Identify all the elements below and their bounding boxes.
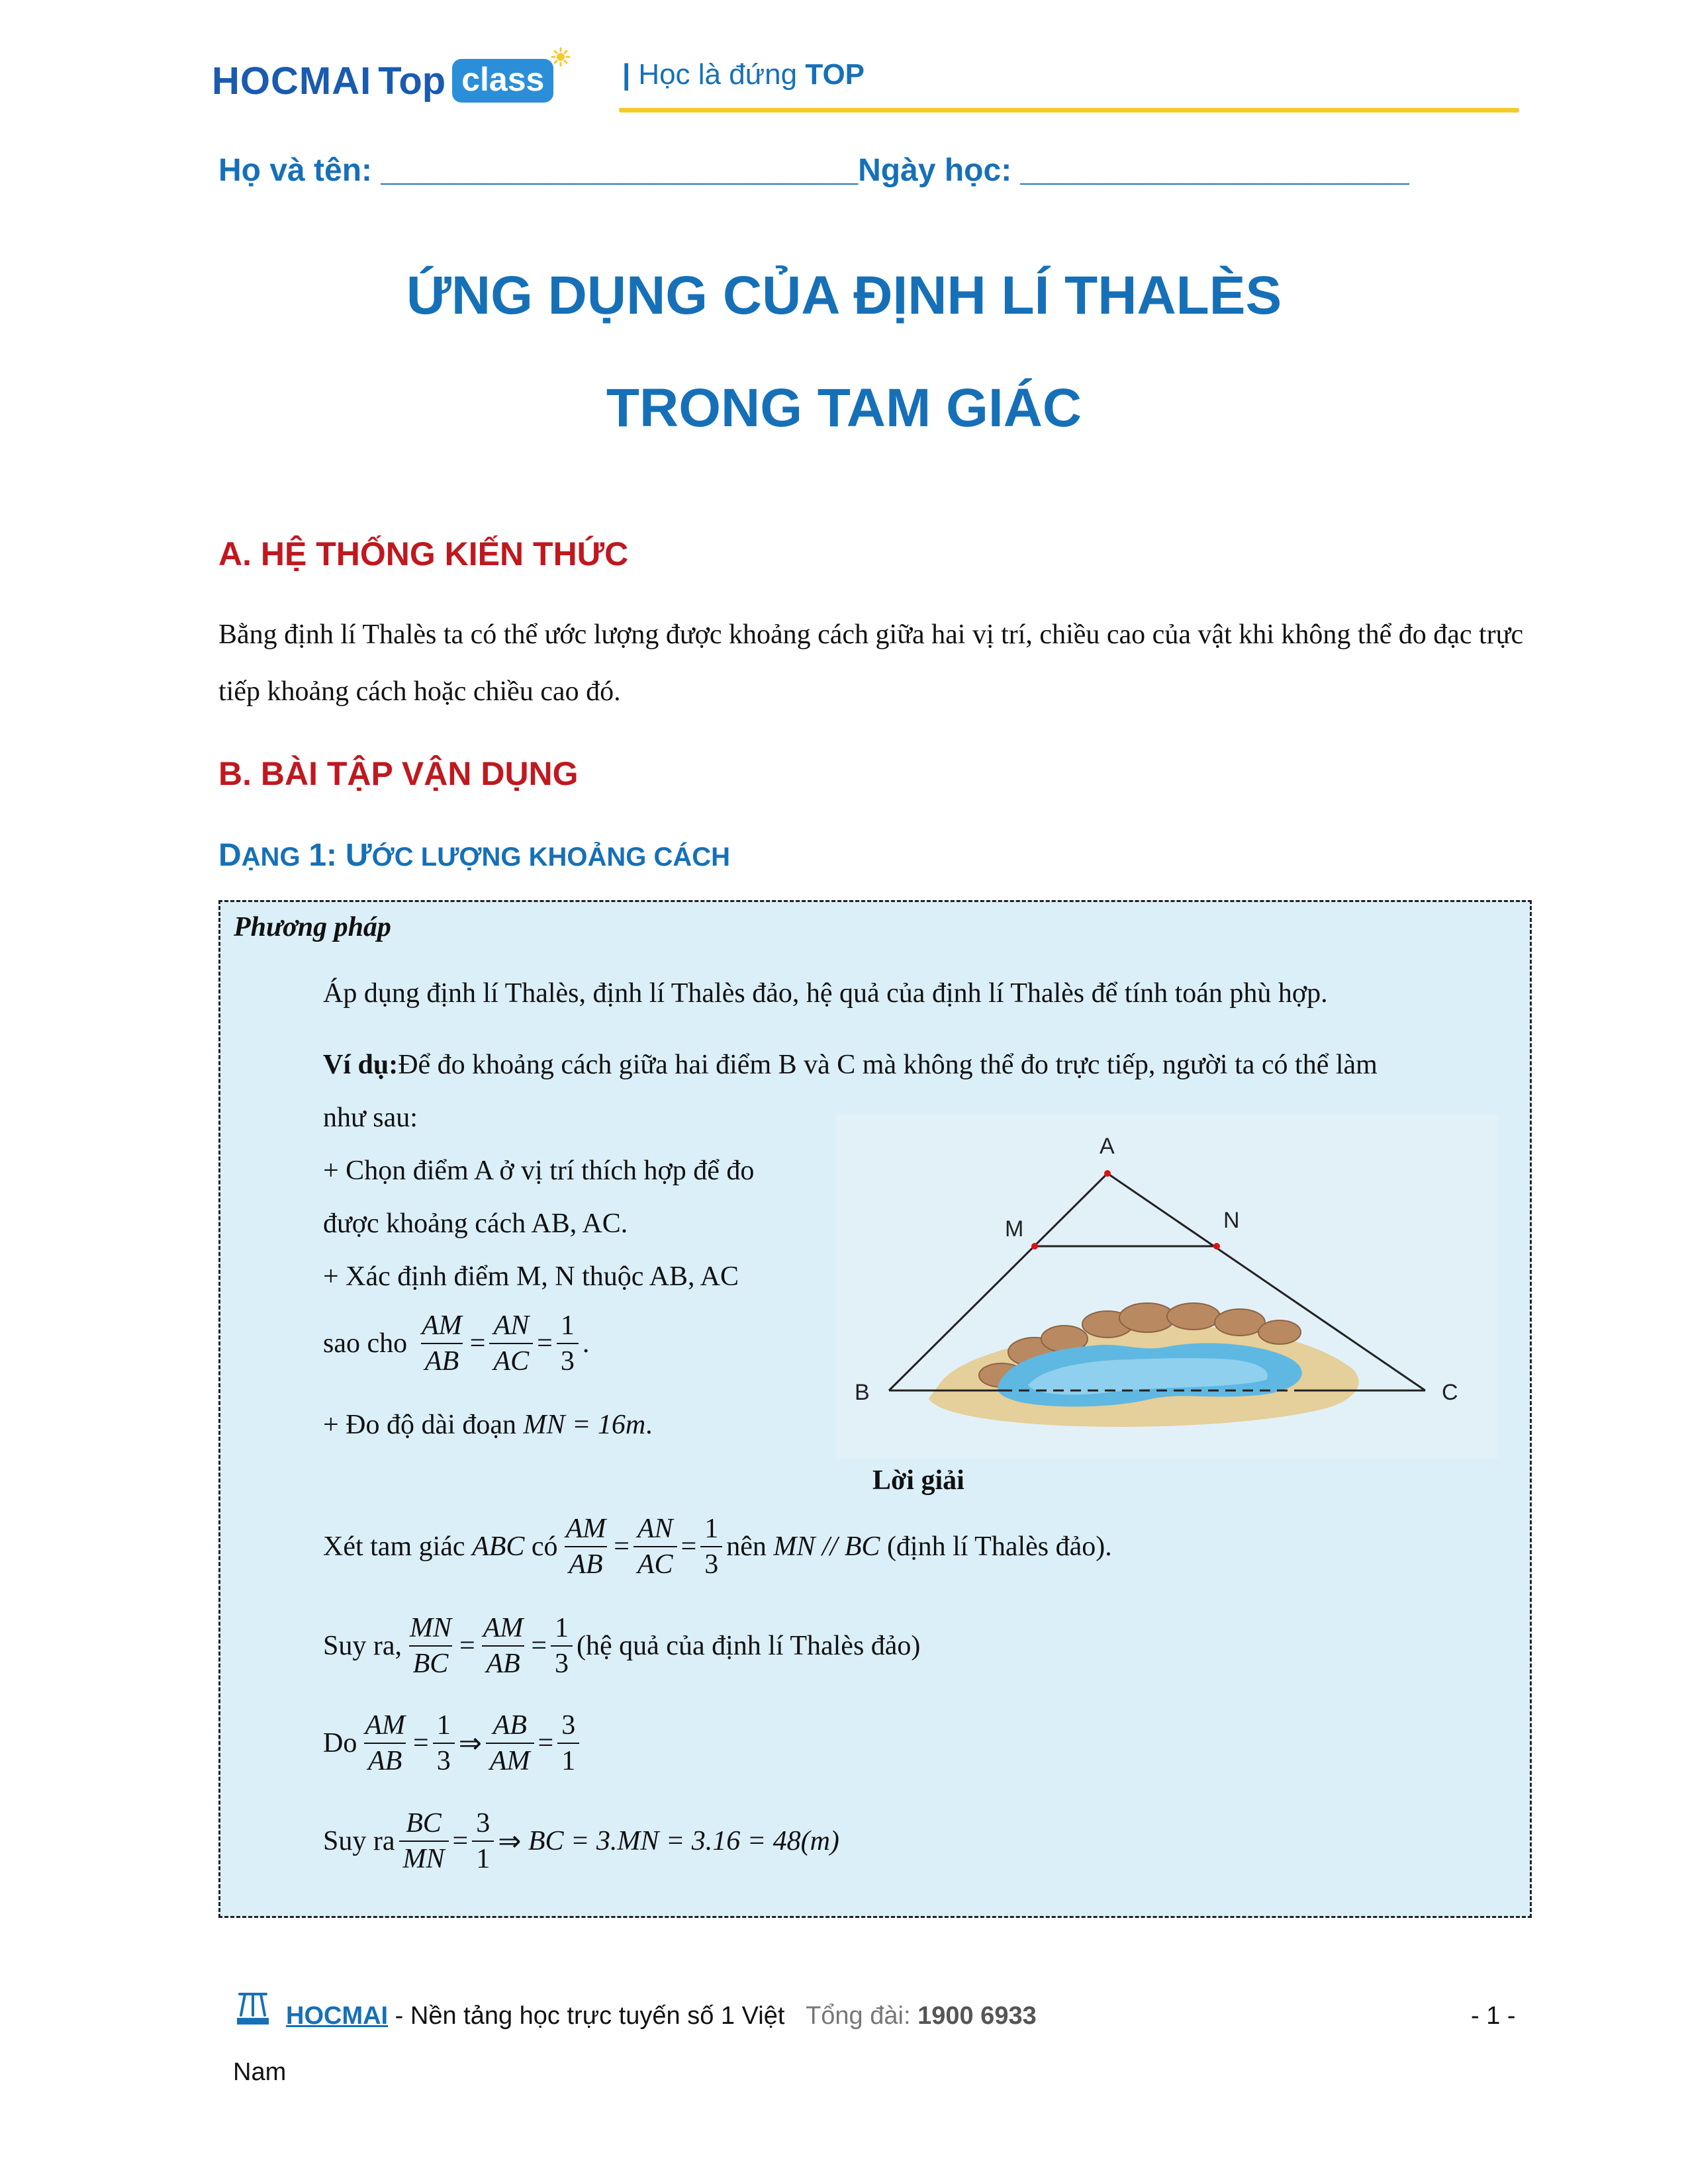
logo-class-text: class	[461, 61, 545, 98]
hocmai-footer-icon	[233, 1989, 273, 2028]
fraction-am-ab: $\frac{AM}{AB}$	[483, 1613, 524, 1679]
section-b-heading: B. BÀI TẬP VẬN DỤNG	[218, 755, 579, 792]
step-3-math: MN = 16m	[523, 1410, 646, 1440]
step-2-prefix: sao cho	[323, 1328, 408, 1359]
solution-label: Lời giải	[872, 1465, 964, 1496]
step-2: + Xác định điểm M, N thuộc AB, AC	[323, 1261, 739, 1292]
example-line	[323, 1049, 1378, 1081]
slogan-text: Học là đứng	[638, 58, 798, 91]
step-1b: được khoảng cách AB, AC.	[323, 1208, 628, 1239]
footer-brand-link[interactable]: HOCMAI	[286, 2002, 389, 2030]
step-3-prefix: + Đo độ dài đoạn	[323, 1410, 516, 1440]
label-n: N	[1223, 1208, 1240, 1233]
header-slogan	[622, 58, 865, 91]
page-number: - 1 -	[1471, 2002, 1516, 2030]
example-line-2: như sau:	[323, 1103, 418, 1133]
solution-line-3: Do $\frac{AM}{AB}$ = $\frac{1}{3}$ ⇒ $\frac{AB}{AM}$ = $\frac{3}{1}$	[323, 1711, 583, 1776]
fraction-one-third: $\frac{1}{3}$	[433, 1711, 455, 1776]
fraction-one-third: $\frac{1}{3}$	[551, 1614, 573, 1678]
fraction-an-ac: $\frac{AN}{AC}$	[633, 1514, 677, 1579]
label-c: C	[1442, 1380, 1458, 1405]
fraction-three-one: $\frac{3}{1}$	[472, 1809, 494, 1874]
method-label: Phương pháp	[234, 912, 391, 942]
point-a	[1104, 1170, 1111, 1177]
fraction-one-third: $\frac{1}{3}$	[557, 1311, 579, 1376]
page-title-line1: ỨNG DỤNG CỦA ĐỊNH LÍ THALÈS	[406, 265, 1282, 326]
section-a-paragraph: Bằng định lí Thalès ta có thể ước lượng được khoảng cách giữa hai vị trí, chiều cao của vật khi không thể đo đạc trực tiếp khoảng cách hoặc chiều cao đó.	[218, 619, 1524, 707]
fraction-one-third: $\frac{1}{3}$	[700, 1514, 722, 1579]
fraction-am-ab: $\frac{AM}{AB}$	[565, 1514, 606, 1580]
section-a-heading: A. HỆ THỐNG KIẾN THỨC	[218, 535, 629, 572]
label-m: M	[1005, 1216, 1024, 1242]
dang-title: ỚC LƯỢNG KHOẢNG CÁCH	[371, 842, 731, 872]
step-3: + Đo độ dài đoạn MN = 16m .	[323, 1410, 653, 1440]
apply-text: Áp dụng định lí Thalès, định lí Thalès đảo, hệ quả của định lí Thalès để tính toán phù hợp.	[323, 978, 1328, 1009]
fraction-an-ac: $\frac{AN}{AC}$	[489, 1311, 533, 1376]
footer-line	[286, 2002, 1037, 2030]
slogan-bar: |	[622, 58, 631, 91]
sun-icon	[551, 47, 571, 67]
fraction-bc-mn: $\frac{BC}{MN}$	[399, 1809, 449, 1874]
label-b: B	[855, 1380, 870, 1405]
example-label: Ví dụ:	[323, 1050, 399, 1080]
label-a: A	[1100, 1134, 1115, 1159]
dang-1-heading	[218, 837, 730, 874]
example-text: Để đo khoảng cách giữa hai điểm B và C mà không thể đo trực tiếp, người ta có thể làm	[398, 1050, 1378, 1080]
step-1a: + Chọn điểm A ở vị trí thích hợp để đo	[323, 1156, 755, 1186]
step-2-condition: sao cho $\frac{AM}{AB}$ = $\frac{AN}{AC}$ = $\frac{1}{3}$ .	[323, 1310, 590, 1377]
header-divider	[619, 108, 1519, 113]
dang-word: ẠNG	[241, 842, 301, 872]
solution-line-1: Xét tam giác ABC có $\frac{AM}{AB}$ = $\frac{AN}{AC}$ = $\frac{1}{3}$ nên MN // BC (định lí Thalès đảo).	[323, 1514, 1112, 1580]
footer-hotline: Tổng đài: 1900 6933	[806, 2002, 1037, 2030]
logo-top-text: Top	[378, 59, 446, 103]
footer-nam: Nam	[233, 2058, 287, 2086]
dang-number: 1:	[308, 838, 338, 873]
method-box	[218, 900, 1532, 1918]
point-m	[1031, 1243, 1038, 1250]
point-n	[1213, 1243, 1220, 1250]
thales-lake-figure	[836, 1114, 1498, 1458]
dang-u: Ư	[345, 838, 372, 873]
page-title-line2: TRONG TAM GIÁC	[606, 378, 1082, 438]
slogan-top: TOP	[805, 58, 865, 91]
solution-line-2: Suy ra, $\frac{MN}{BC}$ = $\frac{AM}{AB}$ = $\frac{1}{3}$ (hệ quả của định lí Thalès đảo)	[323, 1613, 921, 1679]
hocmai-topclass-logo	[212, 54, 553, 107]
dang-d: D	[218, 838, 242, 873]
fraction-am-ab: $\frac{AM}{AB}$	[422, 1310, 462, 1377]
fraction-three-one: $\frac{3}{1}$	[557, 1711, 579, 1776]
fraction-am-ab: $\frac{AM}{AB}$	[365, 1710, 405, 1776]
fraction-ab-am: $\frac{AB}{AM}$	[486, 1711, 534, 1776]
logo-class-badge	[452, 59, 553, 103]
solution-line-4: Suy ra $\frac{BC}{MN}$ = $\frac{3}{1}$ ⇒ BC = 3.MN = 3.16 = 48(m)	[323, 1808, 839, 1874]
footer-tagline: - Nền tảng học trực tuyến số 1 Việt	[388, 2002, 785, 2030]
name-date-line: Họ và tên: ___________________________Ngày học: ______________________	[218, 153, 1409, 188]
logo-hocmai-text: HOCMAI	[212, 59, 372, 103]
fraction-mn-bc: $\frac{MN}{BC}$	[410, 1613, 451, 1679]
